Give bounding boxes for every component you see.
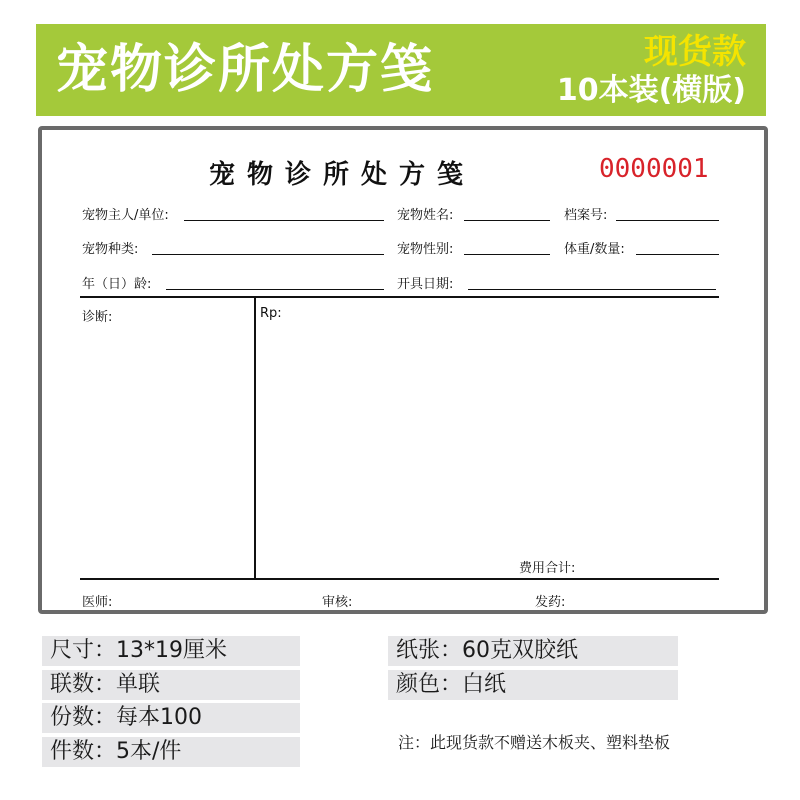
fee-label: 费用合计: bbox=[519, 561, 576, 576]
pack-tag: 10本装(横版) bbox=[556, 73, 746, 108]
weight-field[interactable] bbox=[636, 254, 719, 255]
spec-copies: 联数：单联 bbox=[42, 670, 300, 700]
sex-field[interactable] bbox=[464, 254, 550, 255]
species-field[interactable] bbox=[152, 254, 384, 255]
spec-pieces: 件数：5本/件 bbox=[42, 737, 300, 767]
spec-color: 颜色：白纸 bbox=[388, 670, 678, 700]
serial-number: 0000001 bbox=[599, 154, 709, 184]
sex-label: 宠物性别: bbox=[397, 242, 454, 257]
species-label: 宠物种类: bbox=[82, 242, 139, 257]
spec-paper: 纸张：60克双胶纸 bbox=[388, 636, 678, 666]
form-title: 宠物诊所处方笺 bbox=[208, 160, 475, 190]
table-divider bbox=[254, 296, 256, 579]
spec-quantity: 份数：每本100 bbox=[42, 703, 300, 733]
review-label: 审核: bbox=[322, 595, 353, 610]
age-label: 年（日）龄: bbox=[82, 277, 152, 292]
pet-name-field[interactable] bbox=[464, 220, 550, 221]
doctor-label: 医师: bbox=[82, 595, 113, 610]
issue-date-field[interactable] bbox=[468, 289, 716, 290]
spec-note: 注：此现货款不赠送木板夹、塑料垫板 bbox=[398, 733, 671, 752]
owner-label: 宠物主人/单位: bbox=[82, 208, 169, 223]
pet-name-label: 宠物姓名: bbox=[397, 208, 454, 223]
dispense-label: 发药: bbox=[535, 595, 566, 610]
table-top-line bbox=[80, 296, 719, 298]
file-no-label: 档案号: bbox=[564, 208, 608, 223]
banner bbox=[36, 24, 766, 116]
weight-label: 体重/数量: bbox=[564, 242, 625, 257]
file-no-field[interactable] bbox=[616, 220, 719, 221]
table-bottom-line bbox=[80, 578, 719, 580]
age-field[interactable] bbox=[166, 289, 384, 290]
spec-size: 尺寸：13*19厘米 bbox=[42, 636, 300, 666]
diagnosis-label: 诊断: bbox=[82, 310, 113, 325]
rp-label: Rp: bbox=[260, 306, 282, 321]
banner-title: 宠物诊所处方笺 bbox=[56, 40, 435, 100]
issue-date-label: 开具日期: bbox=[397, 277, 454, 292]
prescription-sheet bbox=[42, 130, 764, 610]
owner-field[interactable] bbox=[184, 220, 384, 221]
stock-tag: 现货款 bbox=[644, 32, 746, 72]
